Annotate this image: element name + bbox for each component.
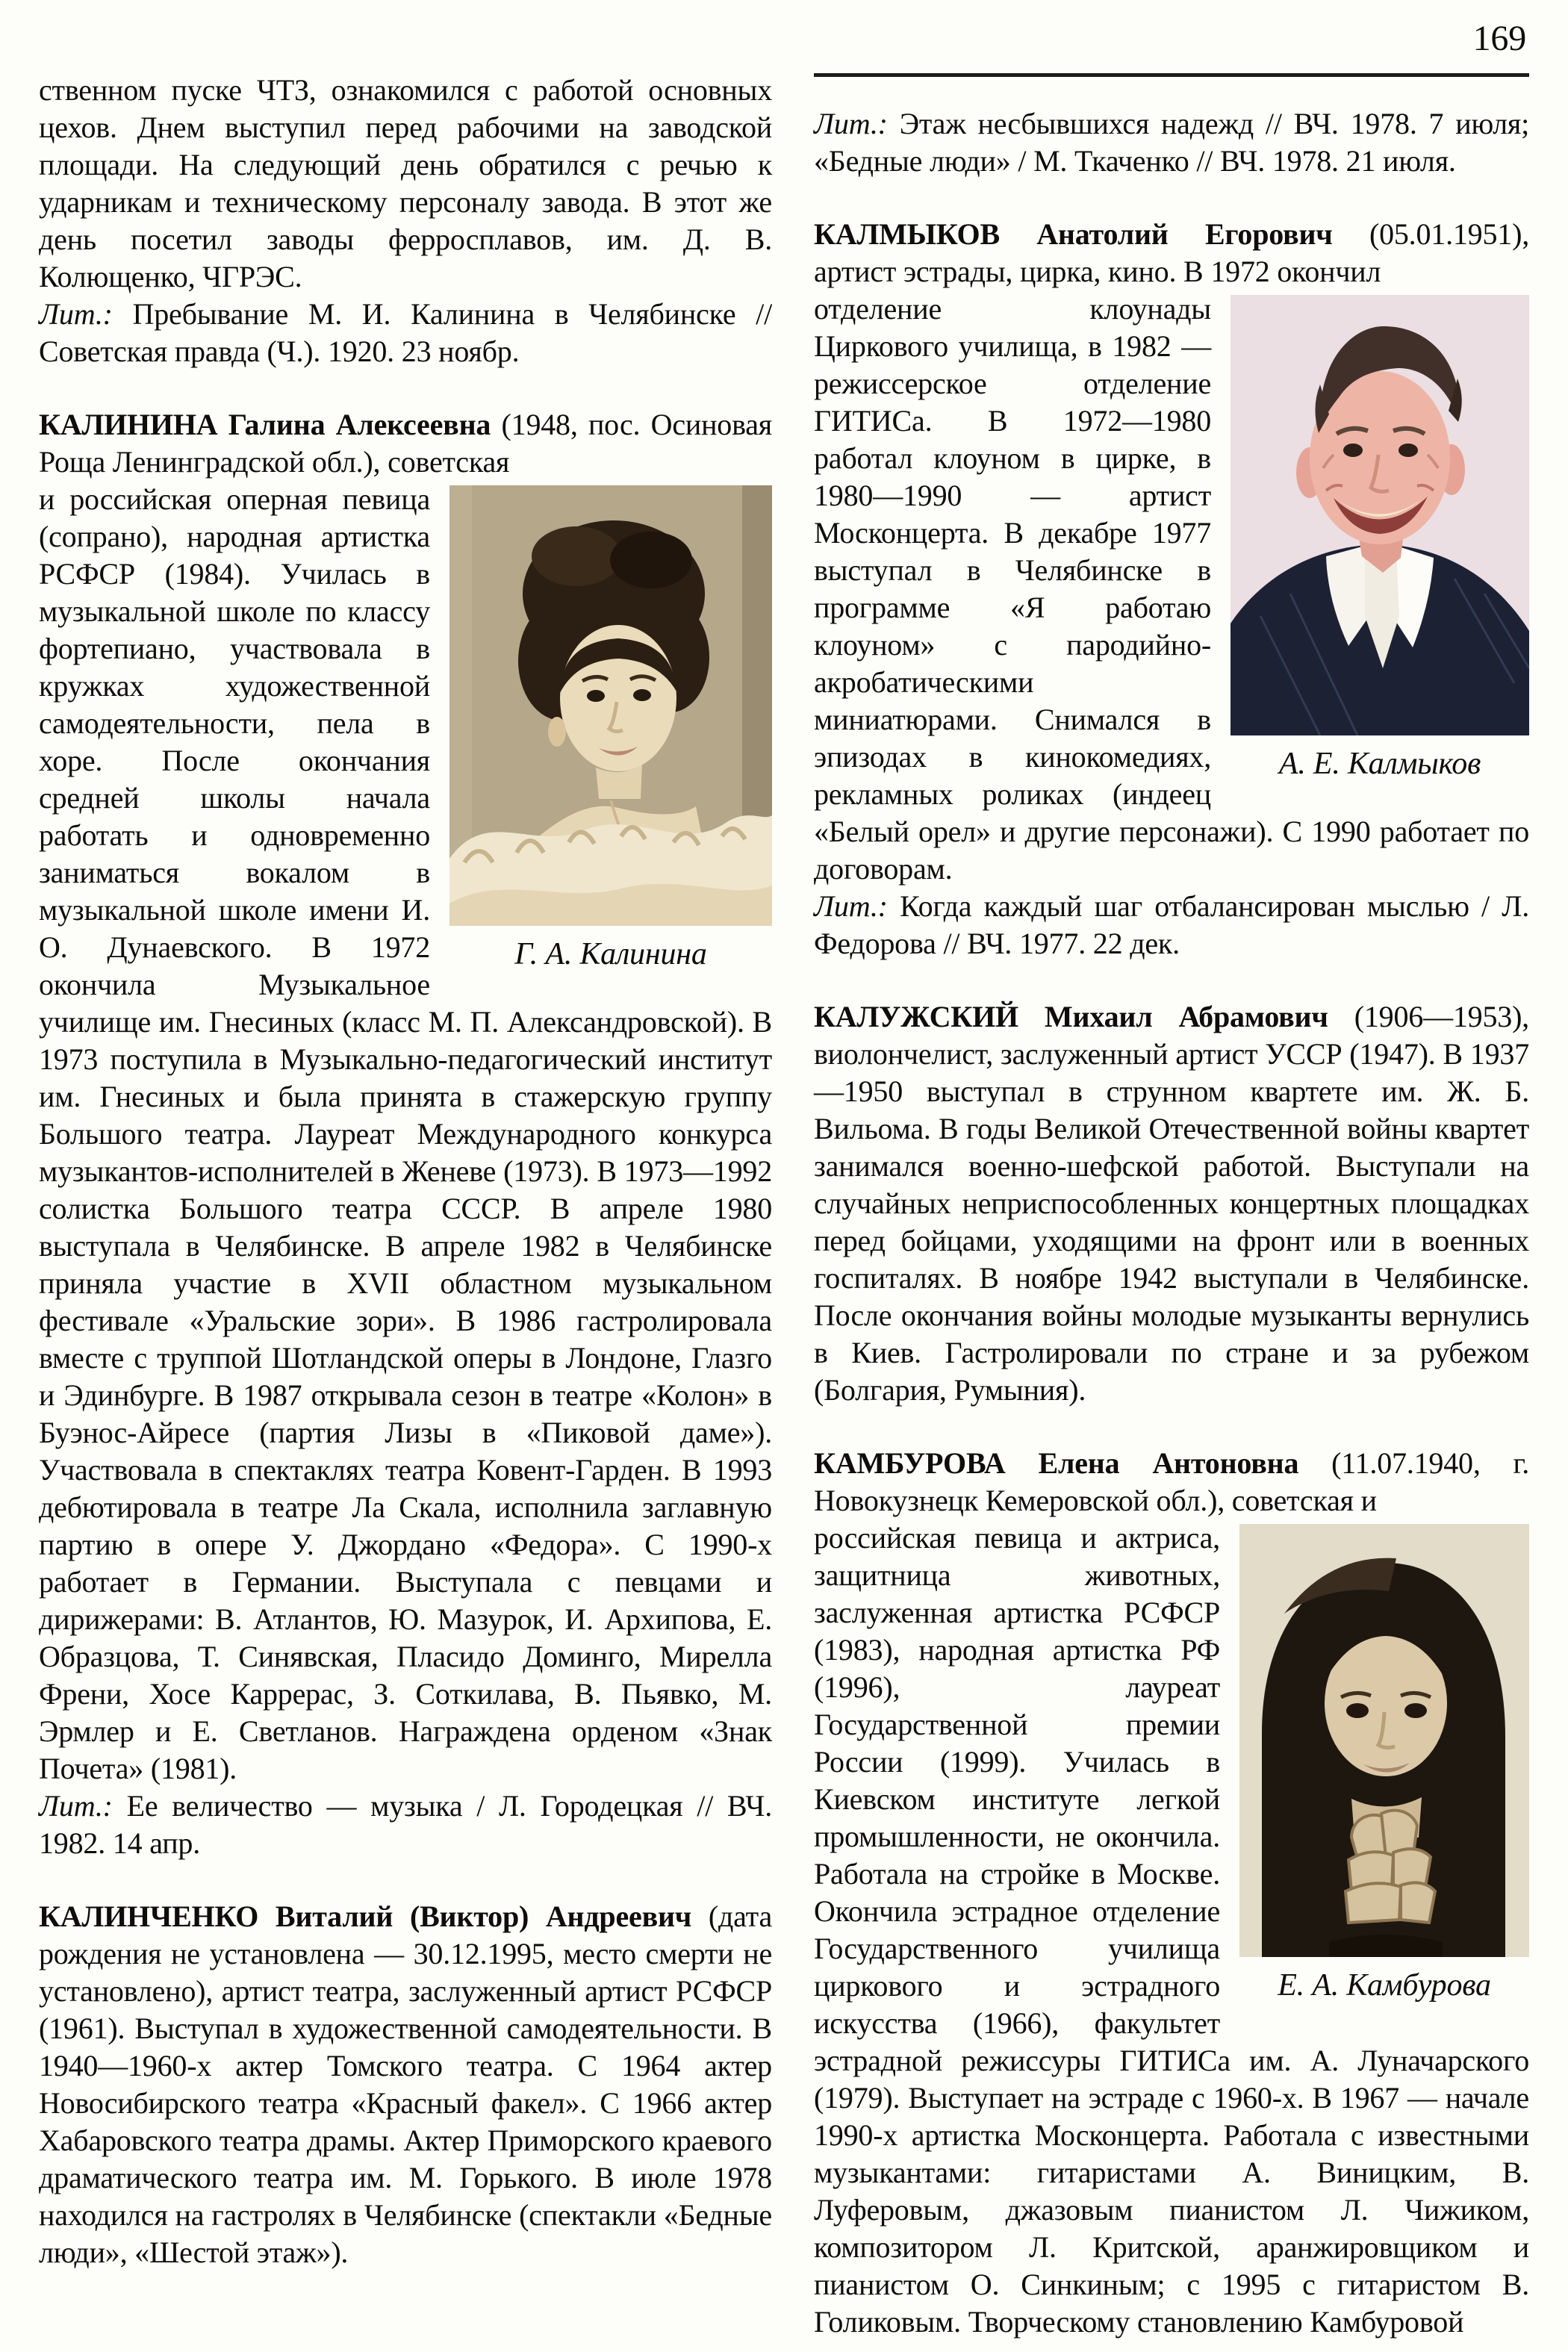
headword: КАЛИНИНА Галина Алексеевна <box>39 408 491 441</box>
lit-label: Лит.: <box>814 107 888 140</box>
lead-text: (05.01.1951), артист эстрады, цирка, кино. В 1972 окончил <box>814 217 1529 288</box>
body-text: ственном пуске ЧТЗ, ознакомился с работой основных цехов. Днем выступил перед рабочими на заводской площади. На следующий день обратился с речью к ударникам и техническому персоналу завода. В этот же день посетил заводы ферросплавов, им. Д. В. Колющенко, ЧГРЭС. <box>39 73 772 293</box>
body-text: (1966), факультет эстрадной режиссуры ГИТИСа им. А. Луначарского (1979). Выступает на эстраде с 1960-х. В 1967 — начале 1990-х артистка Москонцерта. Работала с известными музыкантами: гитаристами А. Виницким, В. Луферовым, джазовым пианистом Л. Чижиком, композитором Л. Критской, аранжировщиком и пианистом О. Синкиным; с 1995 с гитаристом В. Голиковым. Творческому становлению Камбуровой <box>814 2006 1529 2339</box>
photo-caption: А. Е. Калмыков <box>1278 747 1481 781</box>
lit-label: Лит.: <box>814 889 888 923</box>
headword: КАМБУРОВА Елена Антоновна <box>814 1446 1299 1480</box>
entry-kalinina <box>39 406 772 1862</box>
body-text: и российская оперная певица (сопрано), народная артистка РСФСР (1984). Училась в музыкальной школе по классу фортепиано, участвовала в кружках художественной самодеятельности, пела в хоре. После окончания средней школы начала работать и одновременно заниматься вокалом в музыкальной школе имени И. О. Дунаевского. В 1972 окончила Музыкальное <box>39 482 430 1001</box>
photo-caption: Г. А. Калинина <box>514 937 707 971</box>
entry-body <box>39 481 772 1862</box>
page-number: 169 <box>1472 19 1526 58</box>
kalmykov-portrait-photo <box>1231 295 1529 735</box>
entry-kalinchenko <box>39 1898 772 2271</box>
body-text: училище им. Гнесиных (класс М. П. Александровской). В 1973 поступила в Музыкально-педагогический институт им. Гнесиных и была принята в стажерскую группу Большого театра. Лауреат Международного конкурса музыкантов-исполнителей в Женеве (1973). В 1973—1992 солистка Большого театра СССР. В апреле 1980 выступала в Челябинске. В апреле 1982 в Челябинске приняла участие в XVII областном музыкальном фестивале «Уральские зори». В 1986 гастролировала вместе с труппой Шотландской оперы в Лондоне, Глазго и Эдинбурге. В 1987 открывала сезон в театре «Колон» в Буэнос-Айресе (партия Лизы в «Пиковой даме»). Участвовала в спектаклях театра Ковент-Гарден. В 1993 дебютировала в театре Ла Скала, исполнила заглавную партию в опере У. Джордано «Федора». С 1990-х работает в Германии. Выступала с певцами и дирижерами: В. Атлантов, Ю. Мазурок, И. Архипова, Е. Образцова, Т. Синявская, Пласидо Доминго, Мирелла Френи, Хосе Каррерас, З. Соткилава, В. Пьявко, М. Эрмлер и Е. Светланов. Награждена орденом «Знак Почета» (1981). <box>39 1005 772 1785</box>
headword: КАЛУЖСКИЙ Михаил Абрамович <box>814 1000 1328 1033</box>
right-column <box>814 19 1529 2341</box>
entry-kalinin-continuation <box>39 72 772 370</box>
right-column-content <box>814 105 1529 2341</box>
lit-label: Лит.: <box>39 1789 113 1823</box>
kamburova-portrait-photo <box>1239 1524 1529 1957</box>
entry-heading <box>39 406 772 481</box>
left-column <box>39 72 772 2271</box>
lit-text: Пребывание М. И. Калинина в Челябинске // Советская правда (Ч.). 1920. 23 ноябр. <box>39 297 772 368</box>
lead-text: (1948, пос. Осиновая Роща Ленинградской обл.), советская <box>39 408 772 479</box>
literature-reference <box>814 105 1529 180</box>
header-rule <box>814 73 1529 77</box>
body-text: отделение клоунады Циркового училища, в 1982 — режиссерское отделение ГИТИСа. В 1972—1980 работал клоуном в цирке, в 1980—1990 — артист Москонцерта. В декабре 1977 выступал в Челябинске в программе «Я работаю клоуном» с пародийно-акробатическими миниатюрами. Снимался в эпизодах в кинокомедиях, рекламных роликах (индеец «Белый орел» и другие персонажи). С 1990 работает по договорам. <box>814 292 1529 886</box>
entry-heading <box>39 1898 772 2271</box>
body-text: (дата рождения не установлена — 30.12.1995, место смерти не установлено), артист театра, заслуженный артист РСФСР (1961). Выступал в художественной самодеятельности. В 1940—1960-х актер Томского театра. С 1964 актер Новосибирского театра «Красный факел». С 1966 актер Хабаровского театра драмы. Актер Приморского краевого драматического театра им. М. Горького. В июле 1978 находился на гастролях в Челябинске (спектакли «Бедные люди», «Шестой этаж»). <box>39 1900 772 2269</box>
lit-text: Ее величество — музыка / Л. Городецкая // ВЧ. 1982. 14 апр. <box>39 1789 772 1860</box>
literature-reference <box>814 888 1529 962</box>
entry-heading <box>814 998 1529 1409</box>
lit-text: Когда каждый шаг отбалансирован мыслью / Л. Федорова // ВЧ. 1977. 22 дек. <box>814 889 1529 960</box>
entry-kalmykov <box>814 216 1529 962</box>
lit-text: Этаж несбывшихся надежд // ВЧ. 1978. 7 июля; «Бедные люди» / М. Ткаченко // ВЧ. 1978. 21 июля. <box>814 107 1529 178</box>
entry-body <box>814 290 1529 962</box>
entry-kaluzhsky <box>814 998 1529 1409</box>
entry-heading <box>814 1445 1529 1519</box>
lead-text: (11.07.1940, г. Новокузнецк Кемеровской обл.), советская и <box>814 1446 1530 1517</box>
lit-label: Лит.: <box>39 297 113 331</box>
kalinina-photo-figure <box>449 485 772 972</box>
literature-reference <box>39 1788 772 1862</box>
paragraph <box>39 72 772 296</box>
body-text: российская певица и актриса, защитница животных, заслуженная артистка РСФСР (1983), народная артистка РФ (1996), лауреат Государственной премии России (1999). Училась в Киевском институте легкой промышленности, не окончила. Работала на стройке в Москве. Окончила эстрадное отделение Государственного училища циркового и эстрадного искусства <box>814 1521 1220 2040</box>
headword: КАЛИНЧЕНКО Виталий (Виктор) Андреевич <box>39 1900 692 1933</box>
kamburova-photo-figure <box>1239 1524 1529 2003</box>
photo-caption: Е. А. Камбурова <box>1278 1968 1491 2003</box>
headword: КАЛМЫКОВ Анатолий Егорович <box>814 217 1333 251</box>
body-text: (1906—1953), виолончелист, заслуженный артист УССР (1947). В 1937—1950 выступал в струнном квартете им. Ж. Б. Вильома. В годы Великой Отечественной войны квартет занимался военно-шефской работой. Выступали на случайных неприспособленных концертных площадках перед бойцами, уходящими на фронт или в военных госпиталях. В ноябре 1942 выступали в Челябинске. После окончания войны молодые музыканты вернулись в Киев. Гастролировали по стране и за рубежом (Болгария, Румыния). <box>814 1000 1529 1407</box>
literature-reference <box>39 296 772 370</box>
kalmykov-photo-figure <box>1231 295 1529 782</box>
entry-body <box>814 1519 1529 2341</box>
entry-kamburova <box>814 1445 1529 2341</box>
kalinina-portrait-photo <box>449 485 772 926</box>
entry-heading <box>814 216 1529 290</box>
